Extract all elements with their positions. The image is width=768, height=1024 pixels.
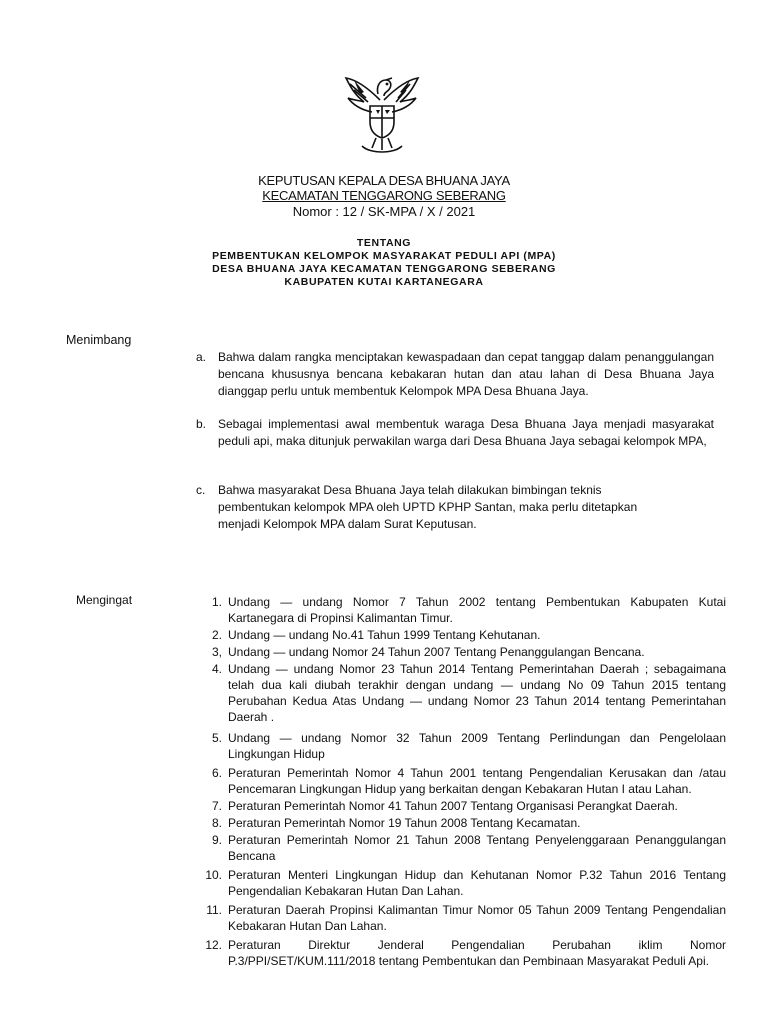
tentang-label: TENTANG: [356, 237, 412, 249]
item-text: Bahwa masyarakat Desa Bhuana Jaya telah dilakukan bimbingan teknis pembentukan kelompok MPA oleh UPTD KPHP Santan, maka perlu ditetapkan menjadi Kelompok MPA dalam Surat Keputusan.: [218, 483, 638, 531]
list-item: [196, 937, 726, 969]
menimbang-item: [196, 349, 714, 400]
list-item: [196, 867, 726, 899]
list-item: [196, 594, 726, 626]
list-item: [196, 661, 726, 725]
item-number: 5.: [211, 731, 222, 745]
item-text: Bahwa dalam rangka menciptakan kewaspadaan dan cepat tanggap dalam penanggulangan bencana khususnya bencana kebakaran hutan dan atau lahan di Desa Bhuana Jaya dianggap perlu untuk membentuk Kelompok MPA Desa Bhuana Jaya.: [218, 350, 714, 398]
item-text: Peraturan Menteri Lingkungan Hidup dan Kehutanan Nomor P.32 Tahun 2016 Tentang Pengendalian Kebakaran Hutan Dan Lahan.: [228, 868, 726, 898]
mengingat-label: Mengingat: [76, 593, 133, 607]
item-text: Undang — undang Nomor 24 Tahun 2007 Tentang Penanggulangan Bencana.: [228, 645, 645, 659]
item-marker: b.: [196, 417, 207, 431]
item-text: Peraturan Direktur Jenderal Pengendalian Perubahan iklim Nomor P.3/PPI/SET/KUM.111/2018 tentang Pembentukan dan Pembinaan Masyarakat Peduli Api.: [228, 938, 726, 968]
item-marker: a.: [196, 350, 207, 364]
item-text: Peraturan Pemerintah Nomor 4 Tahun 2001 tentang Pengendalian Kerusakan dan /atau Pencemaran Lingkungan Hidup yang berkaitan dengan Kebakaran Hutan I atau Lahan.: [228, 766, 726, 796]
menimbang-label: Menimbang: [66, 333, 132, 347]
item-number: 7.: [211, 799, 222, 813]
item-number: 10.: [205, 868, 222, 882]
item-number: 11.: [206, 903, 222, 917]
item-number: 8.: [211, 816, 222, 830]
item-text: Peraturan Pemerintah Nomor 19 Tahun 2008 Tentang Kecamatan.: [228, 816, 581, 830]
item-text: Peraturan Pemerintah Nomor 21 Tahun 2008 Tentang Penyelenggaraan Penanggulangan Bencana: [228, 833, 726, 863]
decree-number: Nomor : 12 / SK-MPA / X / 2021: [292, 204, 476, 219]
garuda-emblem-icon: [340, 70, 424, 160]
list-item: [196, 627, 726, 643]
item-number: 4.: [211, 662, 222, 676]
item-text: Undang — undang Nomor 32 Tahun 2009 Tentang Perlindungan dan Pengelolaan Lingkungan Hidup: [228, 731, 726, 761]
menimbang-item: [196, 416, 714, 450]
item-text: Undang — undang Nomor 7 Tahun 2002 tentang Pembentukan Kabupaten Kutai Kartanegara di Propinsi Kalimantan Timur.: [228, 595, 726, 625]
item-text: Peraturan Daerah Propinsi Kalimantan Timur Nomor 05 Tahun 2009 Tentang Pengendalian Kebakaran Hutan Dan Lahan.: [228, 903, 726, 933]
item-text: Sebagai implementasi awal membentuk waraga Desa Bhuana Jaya menjadi masyarakat peduli api, maka ditunjuk perwakilan warga dari Desa Bhuana Jaya sebagai kelompok MPA,: [218, 417, 714, 448]
subject-line-3: KABUPATEN KUTAI KARTANEGARA: [284, 276, 484, 288]
item-text: Undang — undang Nomor 23 Tahun 2014 Tentang Pemerintahan Daerah ; sebagaimana telah dua kali diubah terakhir dengan undang — undang No 09 Tahun 2015 tentang Perubahan Kedua Atas Undang — undang Nomor 23 Tahun 2014 tentang Pemerintahan Daerah .: [228, 662, 726, 724]
list-item: [196, 832, 726, 864]
item-number: 6.: [211, 766, 222, 780]
item-number: 12.: [205, 938, 222, 952]
item-number: 2.: [211, 628, 222, 642]
list-item: [196, 765, 726, 797]
item-number: 9.: [211, 833, 222, 847]
list-item: [196, 902, 726, 934]
item-text: Undang — undang No.41 Tahun 1999 Tentang Kehutanan.: [228, 628, 541, 642]
decree-title-line: KEPUTUSAN KEPALA DESA BHUANA JAYA: [258, 173, 510, 188]
list-item: [196, 644, 726, 660]
district-line: KECAMATAN TENGGARONG SEBERANG: [262, 188, 506, 203]
list-item: [196, 798, 726, 814]
mengingat-list: [196, 594, 726, 970]
list-item: [196, 730, 726, 762]
subject-line-2: DESA BHUANA JAYA KECAMATAN TENGGARONG SEBERANG: [212, 263, 556, 275]
item-number: 1.: [211, 595, 222, 609]
list-item: [196, 815, 726, 831]
item-text: Peraturan Pemerintah Nomor 41 Tahun 2007 Tentang Organisasi Perangkat Daerah.: [228, 799, 678, 813]
menimbang-item: [196, 482, 666, 533]
item-number: 3,: [211, 645, 222, 659]
item-marker: c.: [196, 483, 206, 497]
subject-line-1: PEMBENTUKAN KELOMPOK MASYARAKAT PEDULI API (MPA): [212, 250, 556, 262]
